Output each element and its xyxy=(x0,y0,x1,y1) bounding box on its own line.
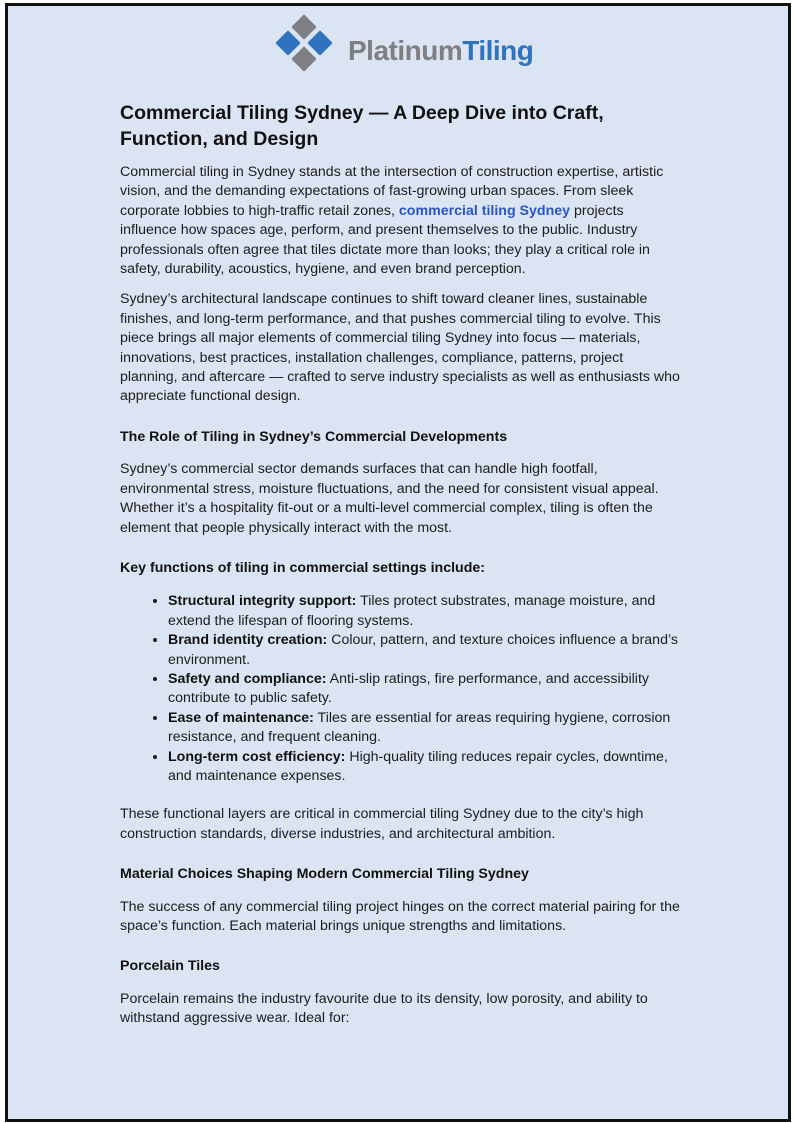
list-item xyxy=(168,631,684,670)
list-item xyxy=(168,748,684,787)
list-item-text: Tiles are essential for areas requiring hygiene, corrosion resistance, and frequent cleaning. xyxy=(168,709,671,746)
materials-paragraph: The success of any commercial tiling project hinges on the correct material pairing for the space’s function. Each material brings unique strengths and limitations. xyxy=(120,898,680,934)
platinum-tiling-logo[interactable] xyxy=(270,14,570,86)
logo-wordmark xyxy=(348,35,533,67)
list-item xyxy=(168,670,684,709)
section-heading-materials: Material Choices Shaping Modern Commercial Tiling Sydney xyxy=(120,866,529,883)
list-item-term: Ease of maintenance: xyxy=(168,709,314,726)
intro-paragraph xyxy=(120,163,684,279)
list-item xyxy=(168,592,684,631)
commercial-tiling-sydney-link[interactable]: commercial tiling Sydney xyxy=(398,202,571,219)
tile-diamond-logo-icon xyxy=(270,14,344,86)
functions-heading: Key functions of tiling in commercial settings include: xyxy=(120,559,485,576)
list-item-term: Safety and compliance: xyxy=(168,670,327,687)
logo-word-platinum: Platinum xyxy=(348,35,463,66)
section-heading-porcelain: Porcelain Tiles xyxy=(120,958,220,975)
document-page xyxy=(5,3,791,1122)
list-item-term: Brand identity creation: xyxy=(168,632,328,649)
article-body xyxy=(120,100,684,1040)
list-item-text: Tiles protect substrates, manage moisture, and extend the lifespan of flooring systems. xyxy=(168,593,656,629)
landscape-paragraph: Sydney’s architectural landscape continues to shift toward cleaner lines, sustainable finishes, and long-term performance, and that pushes commercial tiling to evolve. This piece brings all major elements of commercial tiling Sydney into focus — materials, innovations, best practices, installation challenges, compliance, patterns, project planning, and aftercare — crafted to serve industry specialists as well as enthusiasts who appreciate functional design. xyxy=(120,291,680,405)
logo-word-tiling: Tiling xyxy=(462,35,534,66)
functions-list xyxy=(120,592,684,786)
list-item-text: High-quality tiling reduces repair cycles, downtime, and maintenance expenses. xyxy=(168,748,668,784)
list-item xyxy=(168,709,684,748)
list-item-term: Long-term cost efficiency: xyxy=(168,748,346,765)
intro-text-before: Commercial tiling in Sydney stands at the intersection of construction expertise, artistic vision, and the demanding expectations of fast-growing urban spaces. From sleek corporate lobbies to high-traffic retail zones, xyxy=(120,164,664,219)
functions-closing-paragraph: These functional layers are critical in commercial tiling Sydney due to the city’s high construction standards, diverse industries, and architectural ambition. xyxy=(120,806,644,842)
role-paragraph: Sydney’s commercial sector demands surfaces that can handle high footfall, environmental stress, moisture fluctuations, and the need for consistent visual appeal. Whether it’s a hospitality fit-out or a multi-level commercial complex, tiling is often the element that people physically interact with the most. xyxy=(120,461,659,536)
page-title: Commercial Tiling Sydney — A Deep Dive into Craft, Function, and Design xyxy=(120,102,604,150)
list-item-text: Anti-slip ratings, fire performance, and accessibility contribute to public safety. xyxy=(168,670,649,707)
list-item-term: Structural integrity support: xyxy=(168,593,357,610)
intro-text-after: projects influence how spaces age, perform, and present themselves to the public. Industry professionals often agree that tiles dictate more than looks; they play a critical role in safety, durability, acoustics, hygiene, and even brand perception. xyxy=(120,202,650,278)
section-heading-role: The Role of Tiling in Sydney’s Commercial Developments xyxy=(120,428,508,445)
porcelain-paragraph: Porcelain remains the industry favourite due to its density, low porosity, and ability to withstand aggressive wear. Ideal for: xyxy=(120,990,648,1027)
list-item-text: Colour, pattern, and texture choices influence a brand’s environment. xyxy=(168,632,678,668)
